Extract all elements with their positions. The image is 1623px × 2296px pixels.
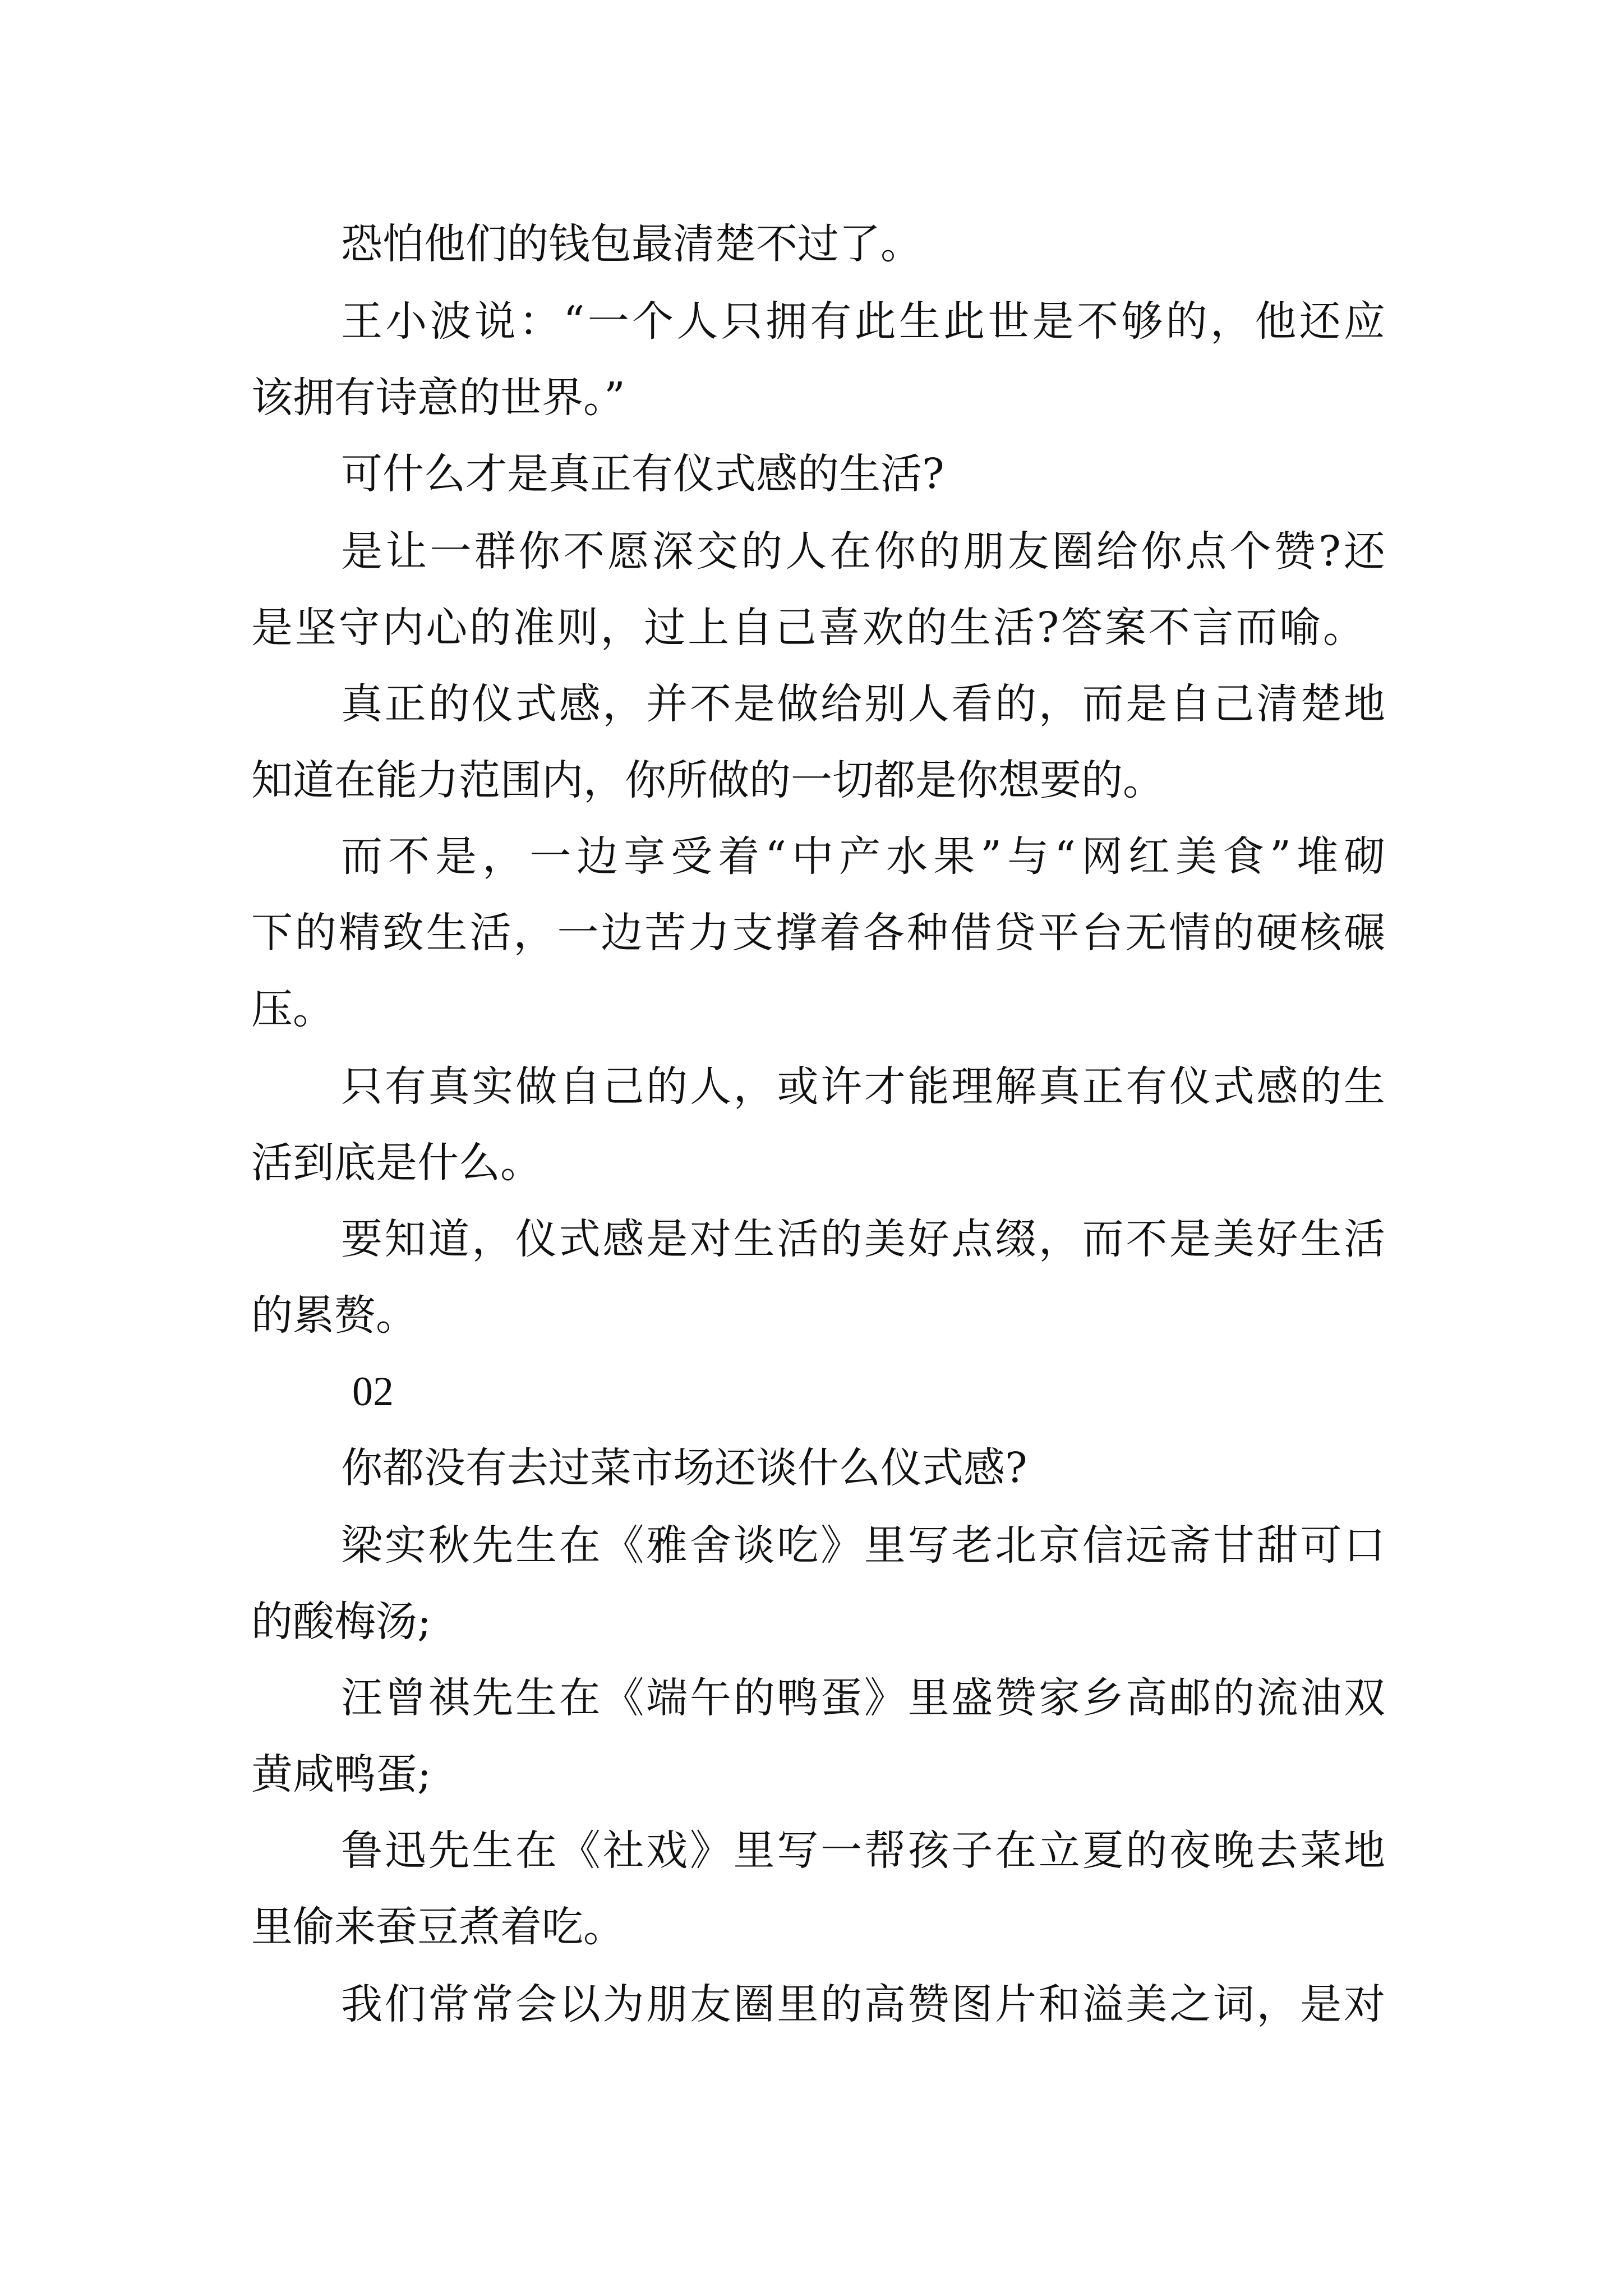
text-line-21: 黄咸鸭蛋; <box>251 1750 431 1798</box>
text-line-13: 活到底是什么。 <box>251 1139 542 1187</box>
text-line-5: 是让一群你不愿深交的人在你的朋友圈给你点个赞?还 <box>341 527 1385 576</box>
text-line-3: 该拥有诗意的世界。” <box>251 374 625 422</box>
text-line-8: 知道在能力范围内，你所做的一切都是你想要的。 <box>251 756 1164 804</box>
text-line-12: 只有真实做自己的人，或许才能理解真正有仪式感的生 <box>341 1062 1385 1111</box>
text-line-11: 压。 <box>251 985 334 1033</box>
text-line-24: 我们常常会以为朋友圈里的高赞图片和溢美之词，是对 <box>341 1980 1385 2028</box>
text-line-18: 梁实秋先生在《雅舍谈吃》里写老北京信远斋甘甜可口 <box>341 1521 1385 1570</box>
text-line-14: 要知道，仪式感是对生活的美好点缀，而不是美好生活 <box>341 1215 1385 1263</box>
text-line-7: 真正的仪式感，并不是做给别人看的，而是自己清楚地 <box>341 680 1385 728</box>
text-line-17: 你都没有去过菜市场还谈什么仪式感? <box>341 1444 1027 1492</box>
text-line-4: 可什么才是真正有仪式感的生活? <box>341 450 944 498</box>
section-number: 02 <box>352 1369 394 1415</box>
text-line-1: 恐怕他们的钱包最清楚不过了。 <box>341 220 922 268</box>
text-line-20: 汪曾祺先生在《端午的鸭蛋》里盛赞家乡高邮的流油双 <box>341 1674 1385 1722</box>
text-line-10: 下的精致生活，一边苦力支撑着各种借贷平台无情的硬核碾 <box>251 909 1385 957</box>
text-line-23: 里偷来蚕豆煮着吃。 <box>251 1903 625 1951</box>
text-line-2: 王小波说：“一个人只拥有此生此世是不够的，他还应 <box>341 297 1385 346</box>
text-line-9: 而不是，一边享受着“中产水果”与“网红美食”堆砌 <box>341 832 1385 881</box>
text-line-6: 是坚守内心的准则，过上自己喜欢的生活?答案不言而喻。 <box>251 604 1364 652</box>
text-line-22: 鲁迅先生在《社戏》里写一帮孩子在立夏的夜晚去菜地 <box>341 1826 1385 1875</box>
text-line-15: 的累赘。 <box>251 1291 417 1340</box>
text-line-19: 的酸梅汤; <box>251 1598 431 1646</box>
